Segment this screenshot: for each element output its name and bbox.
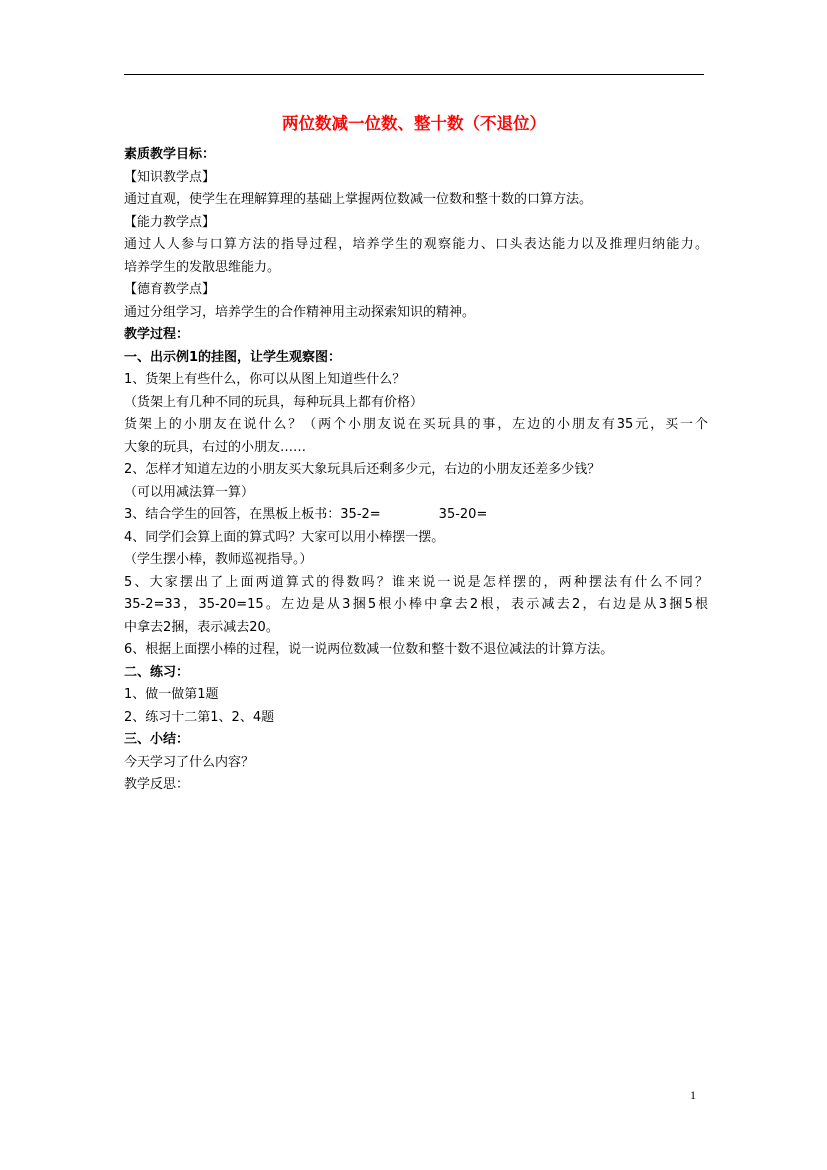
- list-item: 1、货架上有些什么，你可以从图上知道些什么？: [124, 372, 406, 387]
- heading-ability: 【能力教学点】: [124, 214, 216, 230]
- paragraph: 35-2=33，35-20=15。左边是从3捆5根小棒中拿去2根，表示减去2，右边是从3捆5根: [124, 597, 708, 612]
- board-text: 3、结合学生的回答，在黑板上板书：35-2=: [124, 507, 381, 522]
- paragraph: 培养学生的发散思维能力。: [124, 259, 281, 275]
- paragraph: 大象的玩具，右过的小朋友……: [124, 439, 307, 455]
- section-heading: 三、小结：: [124, 732, 190, 747]
- list-item: 4、同学们会算上面的算式吗？大家可以用小棒摆一摆。: [124, 529, 445, 545]
- section-heading: 二、练习：: [124, 664, 190, 680]
- paragraph: 通过人人参与口算方法的指导过程，培养学生的观察能力、口头表达能力以及推理归纳能力。: [124, 237, 708, 252]
- list-item: 2、怎样才知道左边的小朋友买大象玩具后还剩多少元，右边的小朋友还差多少钱？: [124, 462, 601, 477]
- paragraph: 通过直观，使学生在理解算理的基础上掌握两位数减一位数和整十数的口算方法。: [124, 192, 593, 207]
- list-item: 6、根据上面摆小棒的过程，说一说两位数减一位数和整十数不退位减法的计算方法。: [124, 642, 614, 657]
- paragraph: （学生摆小棒，教师巡视指导。）: [124, 552, 313, 567]
- paragraph: 货架上的小朋友在说什么？（两个小朋友说在买玩具的事，左边的小朋友有35元，买一个: [124, 417, 708, 432]
- heading-moral: 【德育教学点】: [124, 282, 216, 297]
- header-rule: [124, 74, 704, 75]
- paragraph: 今天学习了什么内容？: [124, 754, 255, 770]
- heading-knowledge: 【知识教学点】: [124, 169, 216, 185]
- document-body: [124, 144, 708, 797]
- list-item: 5、大家摆出了上面两道算式的得数吗？谁来说一说是怎样摆的，两种摆法有什么不同？: [124, 574, 708, 590]
- heading-objectives: 素质教学目标：: [124, 147, 216, 162]
- board-equation: 35-20=: [438, 507, 488, 522]
- list-item: 1、做一做第1题: [124, 687, 219, 702]
- section-heading: 一、出示例1的挂图，让学生观察图：: [124, 349, 342, 365]
- document-title: 两位数减一位数、整十数（不退位）: [282, 114, 546, 133]
- list-item: [124, 504, 708, 527]
- paragraph: （货架上有几种不同的玩具，每种玩具上都有价格）: [124, 394, 424, 410]
- paragraph: 中拿去2捆，表示减去20。: [124, 619, 279, 635]
- heading-process: 教学过程：: [124, 327, 190, 342]
- paragraph: （可以用减法算一算）: [124, 484, 255, 500]
- page-number: 1: [690, 1088, 696, 1102]
- paragraph: 教学反思：: [124, 777, 190, 792]
- list-item: 2、练习十二第1、2、4题: [124, 709, 275, 725]
- paragraph: 通过分组学习，培养学生的合作精神用主动探索知识的精神。: [124, 304, 476, 320]
